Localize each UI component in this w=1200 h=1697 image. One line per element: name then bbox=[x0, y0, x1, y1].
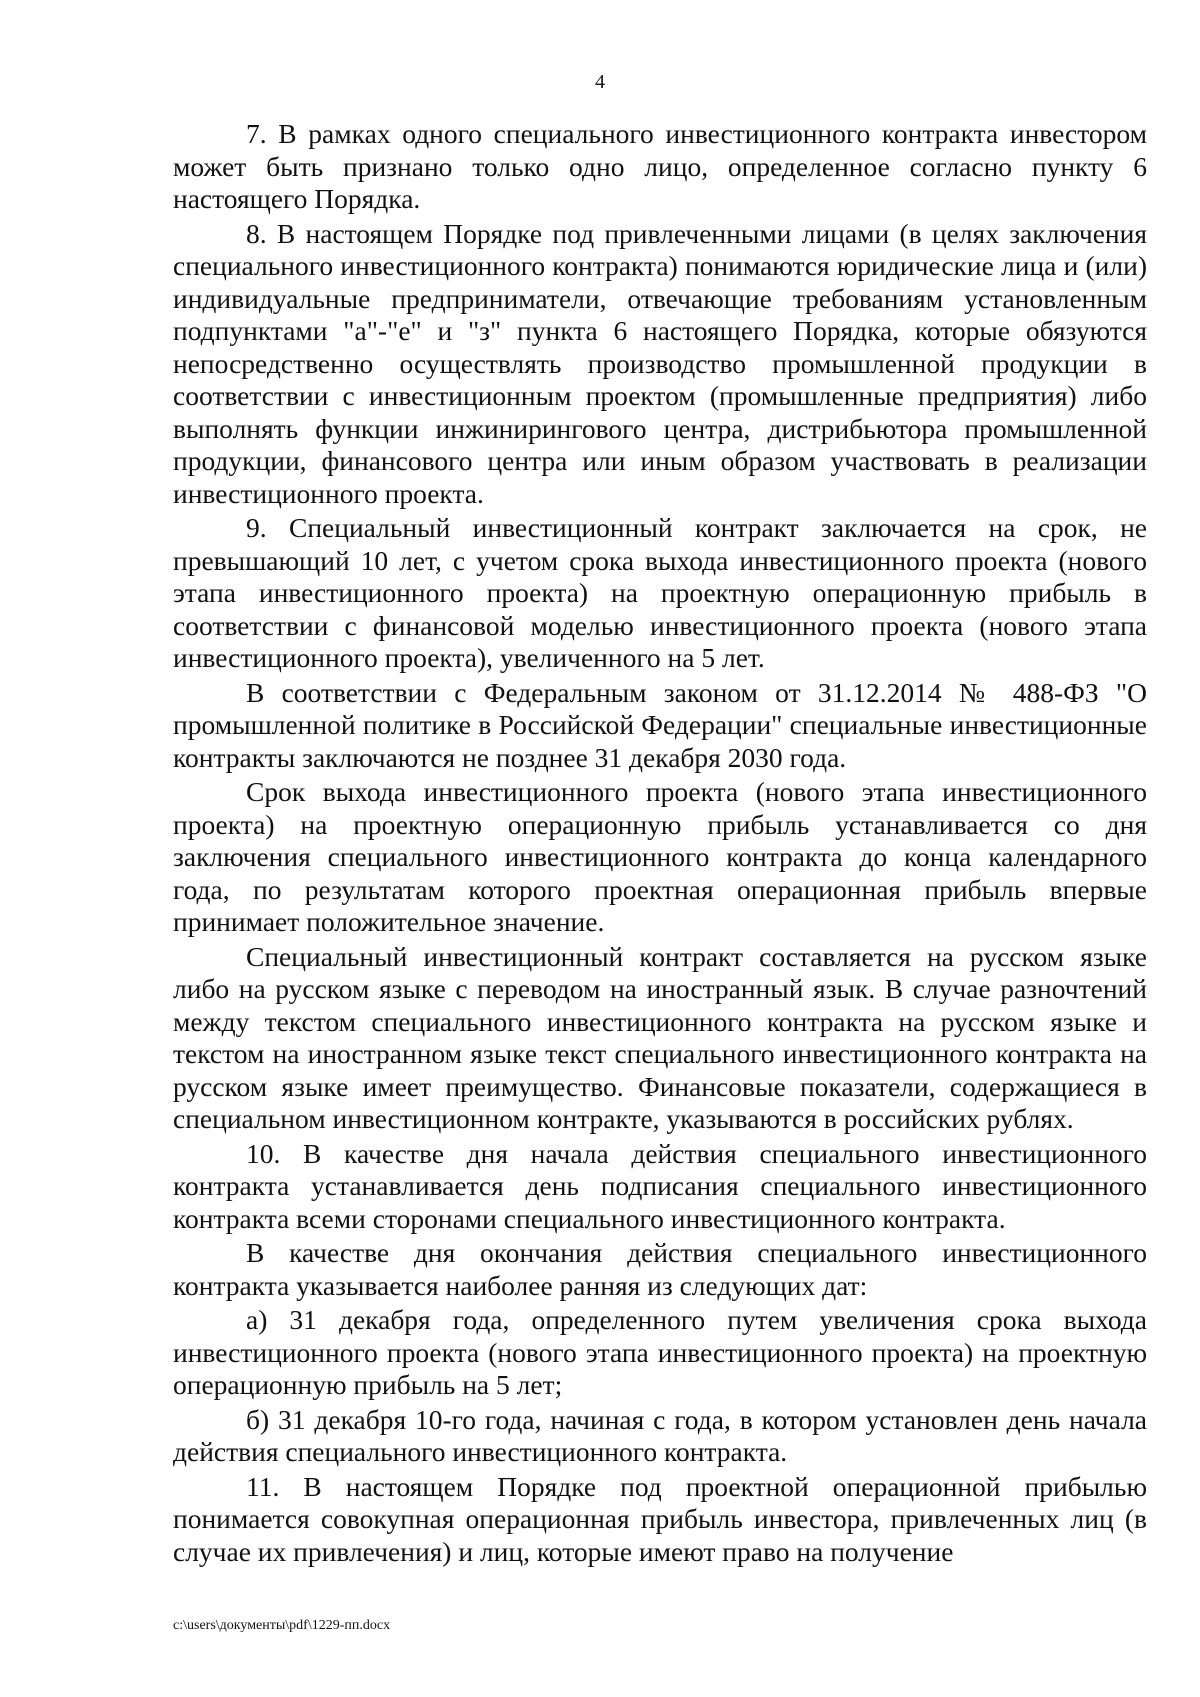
list-item-b: б) 31 декабря 10-го года, начиная с года, в котором установлен день начала действия специального инвестиционного контракта. bbox=[173, 1403, 1147, 1467]
paragraph-10: 10. В качестве дня начала действия специального инвестиционного контракта устанавливается день подписания специального инвестиционного контракта всеми сторонами специального инвестиционного контракта. bbox=[173, 1137, 1147, 1234]
paragraph-11: 11. В настоящем Порядке под проектной операционной прибылью понимается совокупная операционная прибыль инвестора, привлеченных лиц (в случае их привлечения) и лиц, которые имеют право на получение bbox=[173, 1470, 1147, 1567]
footer-file-path: c:\users\документы\pdf\1229-пп.docx bbox=[173, 1618, 391, 1633]
paragraph-profit-term: Срок выхода инвестиционного проекта (нового этапа инвестиционного проекта) на проектную операционную прибыль устанавливается со дня заключения специального инвестиционного контракта до конца календарного года, по результатам которого проектная операционная прибыль впервые принимает положительное значение. bbox=[173, 776, 1147, 937]
paragraph-end-date: В качестве дня окончания действия специального инвестиционного контракта указывается наиболее ранняя из следующих дат: bbox=[173, 1237, 1147, 1301]
paragraph-language: Специальный инвестиционный контракт составляется на русском языке либо на русском языке с переводом на иностранный язык. В случае разночтений между текстом специального инвестиционного контракта на русском языке и текстом на иностранном языке текст специального инвестиционного контракта на русском языке имеет преимущество. Финансовые показатели, содержащиеся в специальном инвестиционном контракте, указываются в российских рублях. bbox=[173, 940, 1147, 1134]
document-body bbox=[173, 118, 1147, 1570]
paragraph-9: 9. Специальный инвестиционный контракт заключается на срок, не превышающий 10 лет, с учетом срока выхода инвестиционного проекта (нового этапа инвестиционного проекта) на проектную операционную прибыль в соответствии с финансовой моделью инвестиционного проекта (нового этапа инвестиционного проекта), увеличенного на 5 лет. bbox=[173, 512, 1147, 673]
page-number: 4 bbox=[595, 71, 605, 93]
paragraph-federal-law: В соответствии с Федеральным законом от 31.12.2014 № 488-ФЗ "О промышленной политике в Российской Федерации" специальные инвестиционные контракты заключаются не позднее 31 декабря 2030 года. bbox=[173, 676, 1147, 773]
paragraph-8: 8. В настоящем Порядке под привлеченными лицами (в целях заключения специального инвестиционного контракта) понимаются юридические лица и (или) индивидуальные предприниматели, отвечающие требованиям установленным подпунктами "а"-"е" и "з" пункта 6 настоящего Порядка, которые обязуются непосредственно осуществлять производство промышленной продукции в соответствии с инвестиционным проектом (промышленные предприятия) либо выполнять функции инжинирингового центра, дистрибьютора промышленной продукции, финансового центра или иным образом участвовать в реализации инвестиционного проекта. bbox=[173, 217, 1147, 509]
paragraph-7: 7. В рамках одного специального инвестиционного контракта инвестором может быть признано только одно лицо, определенное согласно пункту 6 настоящего Порядка. bbox=[173, 118, 1147, 214]
list-item-a: а) 31 декабря года, определенного путем увеличения срока выхода инвестиционного проекта (нового этапа инвестиционного проекта) на проектную операционную прибыль на 5 лет; bbox=[173, 1304, 1147, 1400]
